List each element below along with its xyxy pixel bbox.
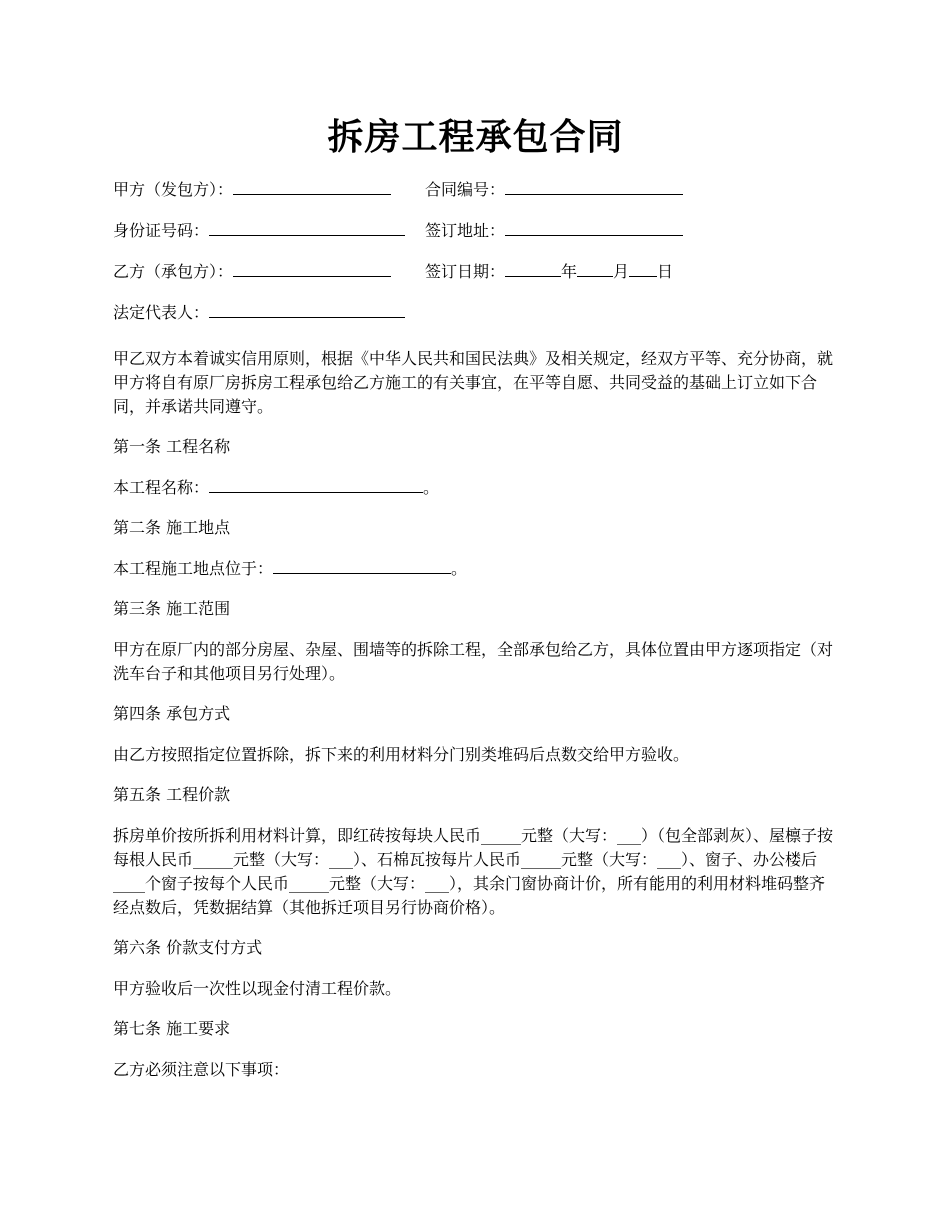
year-blank (505, 260, 561, 277)
party-a-blank (233, 178, 391, 195)
document-title: 拆房工程承包合同 (327, 116, 624, 158)
legal-rep-field (113, 301, 425, 325)
article-1-heading: 第一条 工程名称 (113, 437, 231, 456)
article-4-body: 由乙方按照指定位置拆除，拆下来的利用材料分门别类堆码后点数交给甲方验收。 (113, 745, 690, 764)
article-5-body: 拆房单价按所拆利用材料计算，即红砖按每块人民币_____元整（大写：___）（包全部剥灰）、屋檩子按每根人民币_____元整（大写：___）、石棉瓦按每片人民币_____元整（大写：___）、窗子、办公楼后____个窗子按每个人民币_____元整（大写：___），其余门窗协商计价，所有能用的利用材料堆码整齐经点数后，凭数据结算（其他拆迁项目另行协商价格）。 (113, 826, 834, 917)
month-unit: 月 (613, 262, 630, 281)
party-a-label: 甲方（发包方）： (113, 180, 234, 199)
article-3-body: 甲方在原厂内的部分房屋、杂屋、围墙等的拆除工程，全部承包给乙方，具体位置由甲方逐项指定（对洗车台子和其他项目另行处理）。 (113, 640, 834, 683)
id-no-label: 身份证号码： (113, 221, 210, 240)
sign-place-field (425, 219, 683, 243)
party-b-label: 乙方（承包方）： (113, 262, 234, 281)
legal-rep-blank (209, 301, 405, 318)
contract-no-field (425, 178, 683, 202)
sign-place-label: 签订地址： (425, 221, 506, 240)
article-6-body: 甲方验收后一次性以现金付清工程价款。 (113, 979, 402, 998)
article-2-heading: 第二条 施工地点 (113, 518, 231, 537)
article-6-heading: 第六条 价款支付方式 (113, 938, 263, 957)
sign-date-label: 签订日期： (425, 262, 506, 281)
site-location-label: 本工程施工地点位于： (113, 559, 274, 578)
sign-place-blank (505, 219, 683, 236)
field-row-1 (113, 178, 838, 219)
article-4-heading: 第四条 承包方式 (113, 704, 231, 723)
article-3-heading: 第三条 施工范围 (113, 599, 231, 618)
year-unit: 年 (561, 262, 578, 281)
id-no-blank (209, 219, 405, 236)
party-a-field (113, 178, 425, 202)
article-7-body: 乙方必须注意以下事项： (113, 1060, 290, 1079)
sign-date-field (425, 260, 673, 284)
field-row-2 (113, 219, 838, 260)
day-blank (629, 260, 657, 277)
field-row-4 (113, 301, 838, 342)
project-name-suffix: 。 (423, 478, 440, 497)
article-5-heading: 第五条 工程价款 (113, 785, 231, 804)
legal-rep-label: 法定代表人： (113, 303, 210, 322)
article-2-body (113, 557, 838, 581)
site-location-suffix: 。 (451, 559, 468, 578)
party-b-blank (233, 260, 391, 277)
contract-no-label: 合同编号： (425, 180, 506, 199)
day-unit: 日 (657, 262, 674, 281)
id-no-field (113, 219, 425, 243)
article-7-heading: 第七条 施工要求 (113, 1019, 231, 1038)
contract-no-blank (505, 178, 683, 195)
month-blank (577, 260, 613, 277)
project-name-blank (209, 476, 423, 493)
contract-fields (113, 178, 838, 342)
site-location-blank (273, 557, 451, 574)
project-name-label: 本工程名称： (113, 478, 210, 497)
party-b-field (113, 260, 425, 284)
intro-paragraph: 甲乙双方本着诚实信用原则，根据《中华人民共和国民法典》及相关规定，经双方平等、充分协商，就甲方将自有原厂房拆房工程承包给乙方施工的有关事宜，在平等自愿、共同受益的基础上订立如下合同，并承诺共同遵守。 (113, 349, 834, 416)
field-row-3 (113, 260, 838, 301)
article-1-body (113, 476, 838, 500)
